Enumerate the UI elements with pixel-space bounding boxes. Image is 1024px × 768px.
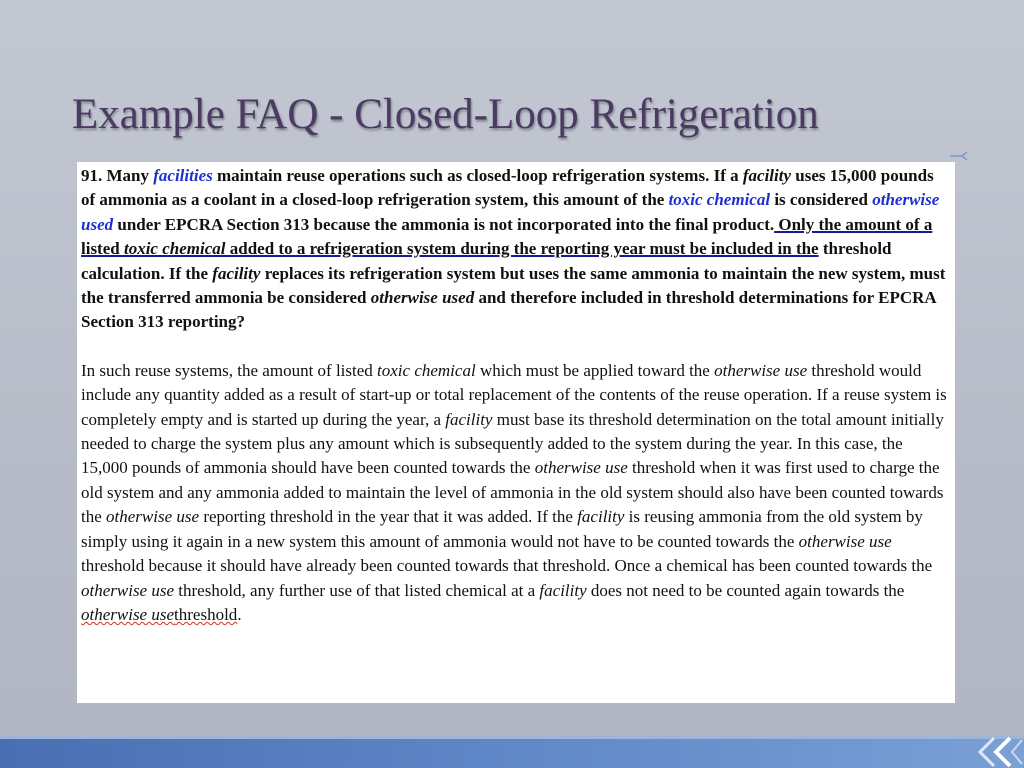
answer-text: threshold would include any quantity added as a result of start-up or total replacement of the contents of the reuse operation. If a reuse system is completely empty and is started up during the year, a [81, 360, 947, 429]
answer-text: is reusing ammonia from the old system by simply using it again in a new system this amount of ammonia would not have to be counted towards the [81, 507, 923, 551]
answer-text: threshold when it was first used to charge the old system and any ammonia added to maintain the level of ammonia in the old system should also have been counted towards the [81, 458, 944, 527]
defined-term: otherwise use [798, 531, 892, 551]
defined-term: otherwise use [534, 458, 628, 478]
answer-text: reporting threshold in the year that it was added. If the [199, 507, 578, 527]
question-text: uses 15,000 pounds of ammonia as a coolant in a closed-loop refrigeration system, this amount of the [81, 166, 934, 210]
question-text: and therefore included in threshold determinations for EPCRA Section 313 reporting? [81, 288, 936, 332]
question-text: threshold calculation. If the [81, 239, 892, 283]
title-rule-ornament [950, 151, 968, 161]
bottom-accent-line [0, 736, 1024, 739]
defined-term: otherwise used [81, 190, 940, 234]
defined-term: facility [212, 263, 261, 283]
answer-text: threshold, any further use of that listed chemical at a [174, 580, 540, 600]
chevron-left-icon [966, 736, 1024, 768]
question-text: is considered [770, 190, 873, 210]
defined-term: otherwise used [370, 288, 475, 308]
defined-term-spellcheck: otherwise use [81, 604, 175, 624]
defined-term: otherwise use [81, 580, 175, 600]
answer-text: does not need to be counted again towards the [586, 580, 905, 600]
answer-text: must base its threshold determination on the total amount initially needed to charge the system plus any amount which is subsequently added to the system during the year. In this case, the 15,000 pounds of ammonia should have been counted towards the [81, 409, 944, 478]
defined-term: facilities [153, 166, 213, 185]
defined-term: facility [539, 580, 587, 600]
question-text: 91. Many [81, 166, 154, 185]
answer-text-spellcheck: threshold [174, 604, 238, 624]
defined-term: otherwise use [106, 507, 200, 527]
answer-text: threshold because it should have already been counted towards that threshold. Once a chemical has been counted towards the [81, 556, 933, 576]
defined-term: otherwise use [714, 360, 808, 380]
defined-term: facility [445, 409, 493, 429]
question-text: added to a refrigeration system during the reporting year must be included in the [225, 239, 819, 259]
defined-term: facility [577, 507, 625, 527]
defined-term: toxic chemical [668, 190, 771, 210]
answer-text: which must be applied toward the [475, 360, 715, 380]
defined-term: toxic chemical [123, 239, 226, 259]
question-text: maintain reuse operations such as closed-loop refrigeration systems. If a [212, 166, 743, 185]
defined-term: facility [742, 166, 792, 185]
bottom-accent-bar [0, 736, 1024, 768]
answer-text: In such reuse systems, the amount of listed [81, 360, 378, 380]
question-text: replaces its refrigeration system but uses the same ammonia to maintain the new system, must the transferred ammonia be considered [81, 263, 946, 308]
slide-title: Example FAQ - Closed-Loop Refrigeration [72, 91, 819, 138]
faq-textbox [77, 162, 955, 703]
defined-term: toxic chemical [377, 360, 476, 380]
question-text: under EPCRA Section 313 because the ammonia is not incorporated into the final product. [113, 214, 775, 234]
faq-answer [81, 359, 951, 627]
question-text: Only the amount of a listed [81, 214, 933, 259]
faq-question [81, 164, 951, 335]
answer-text: . [237, 604, 242, 624]
